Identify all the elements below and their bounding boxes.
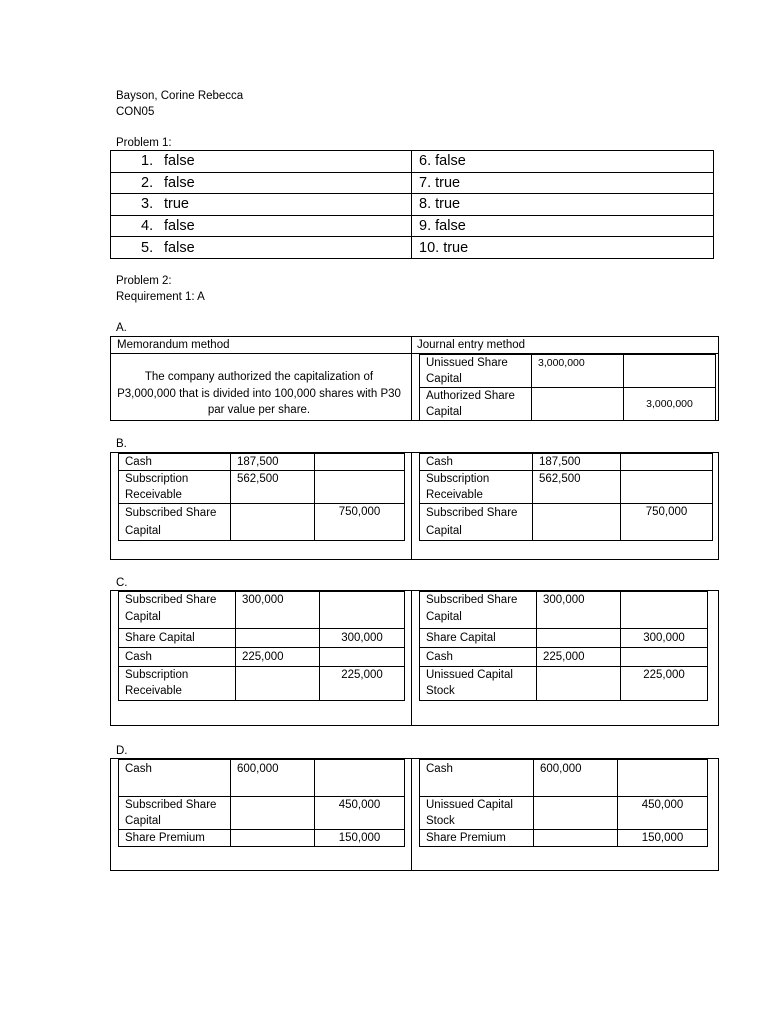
debit-cell [231, 830, 315, 847]
table-row [420, 830, 708, 847]
debit-cell: 300,000 [236, 592, 320, 629]
account-cell: Subscribed Share Capital [119, 504, 231, 541]
section-b-right-table [419, 453, 713, 541]
answer-cell: 1. false [111, 151, 412, 173]
credit-cell: 300,000 [320, 629, 405, 648]
debit-cell [534, 797, 618, 830]
table-row [420, 454, 713, 471]
answer-cell: 2. false [111, 172, 412, 194]
table-row [119, 648, 405, 667]
table-row [420, 592, 708, 629]
debit-cell [533, 504, 621, 541]
table-row [119, 830, 405, 847]
credit-cell [618, 760, 708, 797]
section-b-box [110, 452, 719, 560]
table-row [119, 629, 405, 648]
credit-cell: 450,000 [315, 797, 405, 830]
credit-cell: 225,000 [320, 667, 405, 701]
section-c-label: C. [116, 577, 128, 589]
requirement-label: Requirement 1: A [116, 291, 205, 303]
table-row [420, 797, 708, 830]
debit-cell [537, 629, 621, 648]
section-a-label: A. [116, 322, 127, 334]
account-cell: Unissued Share Capital [420, 355, 532, 388]
account-cell: Cash [119, 760, 231, 797]
table-row [420, 648, 708, 667]
account-cell: Unissued Capital Stock [420, 797, 534, 830]
account-cell: Cash [420, 648, 537, 667]
account-cell: Subscription Receivable [119, 667, 236, 701]
answer-cell: 6. false [412, 151, 714, 173]
answer-cell: 10. true [412, 237, 714, 259]
table-row [420, 388, 716, 421]
credit-cell [621, 648, 708, 667]
credit-cell [621, 471, 713, 504]
credit-cell [621, 592, 708, 629]
account-cell: Share Capital [420, 629, 537, 648]
debit-cell: 187,500 [533, 454, 621, 471]
answer-cell: 4. false [111, 215, 412, 237]
credit-cell [320, 592, 405, 629]
section-c-left-table [118, 591, 405, 701]
section-d-left-table [118, 759, 405, 847]
problem1-answer-table [110, 150, 714, 259]
credit-cell [320, 648, 405, 667]
table-row [420, 471, 713, 504]
table-row [119, 504, 405, 541]
section-d-right-table [419, 759, 708, 847]
table-row [119, 454, 405, 471]
debit-cell: 600,000 [231, 760, 315, 797]
account-cell: Subscribed Share Capital [420, 504, 533, 541]
table-row [420, 760, 708, 797]
table-row [119, 592, 405, 629]
account-cell: Share Premium [420, 830, 534, 847]
account-cell: Subscribed Share Capital [420, 592, 537, 629]
table-row [420, 667, 708, 701]
credit-cell [315, 760, 405, 797]
account-cell: Subscribed Share Capital [119, 592, 236, 629]
section-code: CON05 [116, 106, 155, 118]
credit-cell [315, 471, 405, 504]
table-row [119, 667, 405, 701]
table-row [420, 355, 716, 388]
section-c-right-table [419, 591, 708, 701]
answer-cell: 9. false [412, 215, 714, 237]
section-b-left-table [118, 453, 405, 541]
account-cell: Subscribed Share Capital [119, 797, 231, 830]
section-c-box [110, 590, 719, 726]
debit-cell: 187,500 [231, 454, 315, 471]
account-cell: Authorized Share Capital [420, 388, 532, 421]
credit-cell: 750,000 [621, 504, 713, 541]
account-cell: Unissued Capital Stock [420, 667, 537, 701]
problem1-title: Problem 1: [116, 137, 172, 149]
credit-cell: 150,000 [315, 830, 405, 847]
credit-cell: 150,000 [618, 830, 708, 847]
memo-method-header: Memorandum method [117, 339, 230, 351]
section-b-label: B. [116, 438, 127, 450]
account-cell: Cash [119, 454, 231, 471]
answer-cell: 7. true [412, 172, 714, 194]
memo-text: The company authorized the capitalization of P3,000,000 that is divided into 100,000 shares with P30 par value per share. [117, 371, 401, 416]
credit-cell: 300,000 [621, 629, 708, 648]
account-cell: Subscription Receivable [420, 471, 533, 504]
table-row [119, 797, 405, 830]
credit-cell: 3,000,000 [624, 388, 716, 421]
answer-cell: 8. true [412, 194, 714, 216]
debit-cell: 225,000 [537, 648, 621, 667]
debit-cell: 600,000 [534, 760, 618, 797]
table-row [420, 629, 708, 648]
credit-cell: 750,000 [315, 504, 405, 541]
section-a-journal-table [419, 354, 716, 421]
table-row [119, 471, 405, 504]
debit-cell: 562,500 [231, 471, 315, 504]
credit-cell: 450,000 [618, 797, 708, 830]
account-cell: Subscription Receivable [119, 471, 231, 504]
debit-cell: 3,000,000 [532, 355, 624, 388]
credit-cell [624, 355, 716, 388]
account-cell: Cash [420, 760, 534, 797]
debit-cell: 300,000 [537, 592, 621, 629]
section-d-box [110, 758, 719, 871]
section-a-box [110, 336, 719, 421]
problem2-title: Problem 2: [116, 275, 172, 287]
account-cell: Cash [420, 454, 533, 471]
journal-method-header: Journal entry method [417, 339, 526, 351]
account-cell: Cash [119, 648, 236, 667]
debit-cell [231, 797, 315, 830]
debit-cell [537, 667, 621, 701]
debit-cell [532, 388, 624, 421]
student-name: Bayson, Corine Rebecca [116, 90, 244, 102]
debit-cell: 225,000 [236, 648, 320, 667]
credit-cell [621, 454, 713, 471]
debit-cell: 562,500 [533, 471, 621, 504]
debit-cell [231, 504, 315, 541]
account-cell: Share Premium [119, 830, 231, 847]
credit-cell: 225,000 [621, 667, 708, 701]
debit-cell [534, 830, 618, 847]
section-d-label: D. [116, 745, 128, 757]
table-row [119, 760, 405, 797]
credit-cell [315, 454, 405, 471]
debit-cell [236, 629, 320, 648]
debit-cell [236, 667, 320, 701]
answer-cell: 5. false [111, 237, 412, 259]
account-cell: Share Capital [119, 629, 236, 648]
table-row [420, 504, 713, 541]
answer-cell: 3. true [111, 194, 412, 216]
